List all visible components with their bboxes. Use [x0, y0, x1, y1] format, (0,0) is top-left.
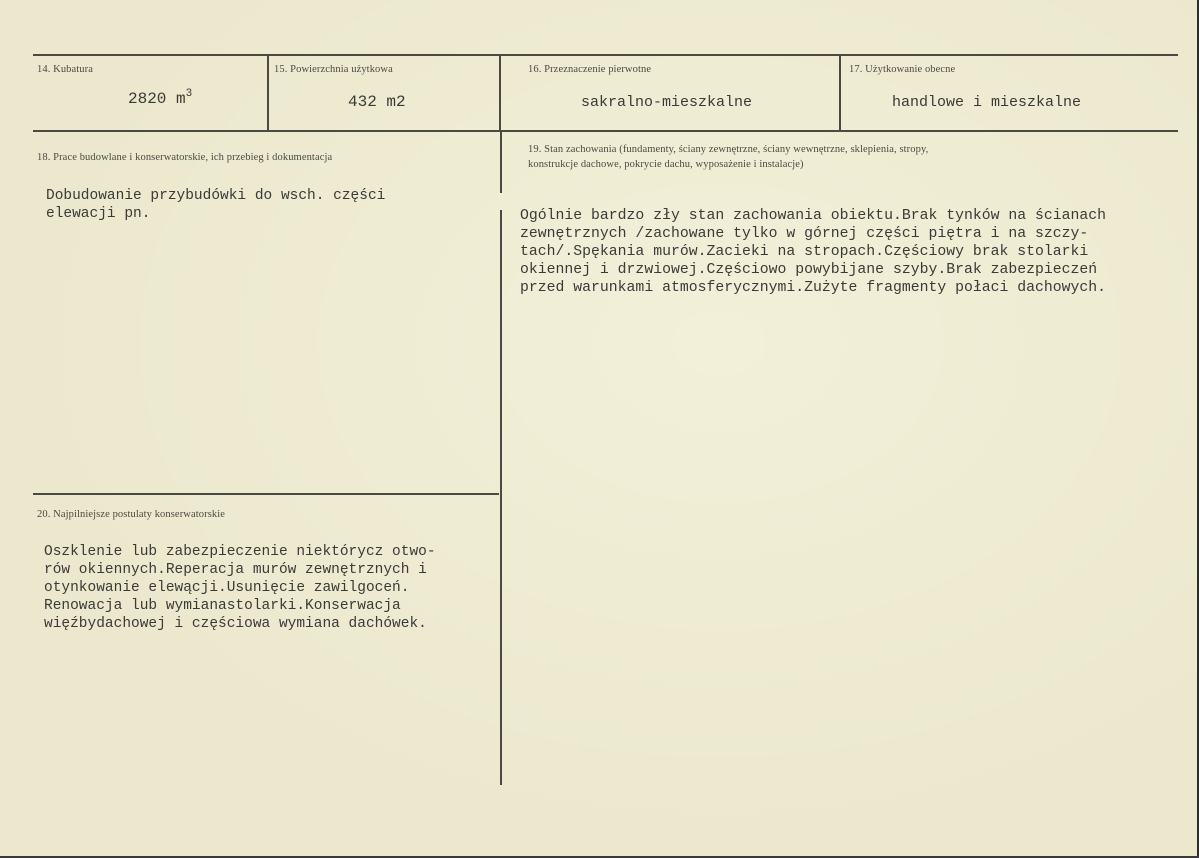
- field-20-text-line-5: więźbydachowej i częściowa wymiana dachówek.: [44, 616, 427, 632]
- field-15-value: 432 m2: [348, 93, 406, 111]
- field-17-label: 17. Użytkowanie obecne: [849, 64, 956, 75]
- field-17-value: handlowe i mieszkalne: [892, 94, 1082, 111]
- center-divider-upper: [500, 131, 502, 193]
- field-19-label-line-2: konstrukcje dachowe, pokrycie dachu, wyposażenie i instalacje): [528, 159, 804, 170]
- field-19-text-line-1: Ogólnie bardzo zły stan zachowania obiektu.Brak tynków na ścianach: [520, 208, 1107, 224]
- row1-bottom-rule: [33, 130, 1178, 132]
- field-19-label-line-1: 19. Stan zachowania (fundamenty, ściany zewnętrzne, ściany wewnętrzne, sklepienia, stropy,: [528, 144, 929, 155]
- field-20-label: 20. Najpilniejsze postulaty konserwatorskie: [37, 509, 226, 520]
- field-19-text-line-3: tach/.Spękania murów.Zacieki na stropach.Częściowy brak stolarki: [520, 244, 1089, 260]
- field-19-text-line-4: okiennej i drzwiowej.Częściowo powybijane szyby.Brak zabezpieczeń: [520, 262, 1098, 278]
- field-20-text-line-4: Renowacja lub wymianastolarki.Konserwacja: [44, 598, 401, 614]
- divider-16-17: [839, 55, 841, 130]
- field-16-label: 16. Przeznaczenie pierwotne: [528, 64, 652, 75]
- field-14-value: [128, 88, 192, 108]
- field-19-text-line-5: przed warunkami atmosferycznymi.Zużyte fragmenty połaci dachowych.: [520, 280, 1107, 296]
- field-14-number: 2820 m: [128, 90, 186, 108]
- field-20-text-line-2: rów okiennych.Reperacja murów zewnętrznych i: [44, 562, 427, 578]
- field-18-label: 18. Prace budowlane i konserwatorskie, ich przebieg i dokumentacja: [37, 152, 333, 163]
- field-16-value: sakralno-mieszkalne: [581, 94, 753, 111]
- divider-15-16: [499, 55, 501, 130]
- field-14-label: 14. Kubatura: [37, 64, 94, 75]
- field-19-text-line-2: zewnętrznych /zachowane tylko w górnej części piętra i na szczy-: [520, 226, 1089, 242]
- field-18-text-line-1: Dobudowanie przybudówki do wsch. części: [46, 188, 386, 204]
- field-15-label: 15. Powierzchnia użytkowa: [274, 64, 393, 75]
- field20-top-rule: [33, 493, 499, 495]
- top-rule: [33, 54, 1178, 56]
- field-20-text-line-1: Oszklenie lub zabezpieczenie niektórycz otwo-: [44, 544, 436, 560]
- field-20-text-line-3: otynkowanie elewącji.Usunięcie zawilgoceń.: [44, 580, 410, 596]
- field-18-text-line-2: elewacji pn.: [46, 206, 151, 222]
- divider-14-15: [267, 55, 269, 130]
- field-14-unit-superscript: 3: [185, 88, 193, 100]
- center-divider-lower: [500, 210, 502, 785]
